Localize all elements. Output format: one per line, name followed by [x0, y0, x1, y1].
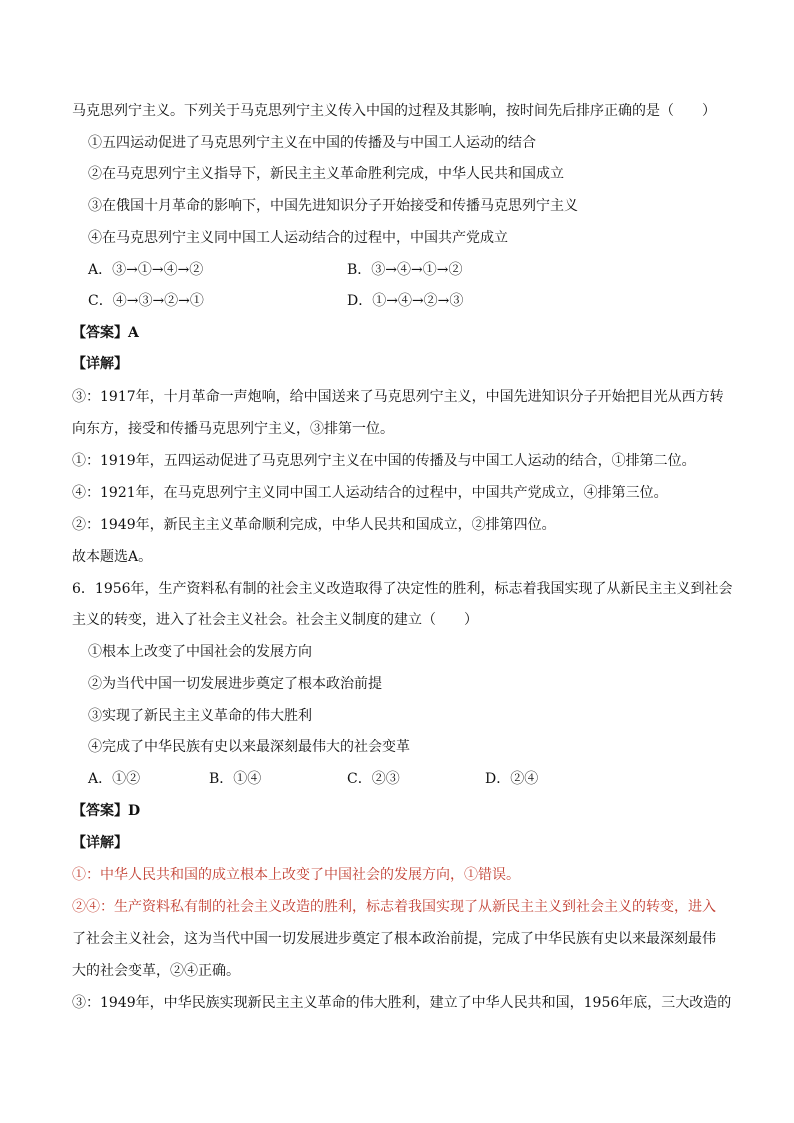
q5-detail-line-3: ①：1919年，五四运动促进了马克思列宁主义在中国的传播及与中国工人运动的结合，①排第二位。 [72, 453, 696, 469]
q5-stem: 马克思列宁主义。下列关于马克思列宁主义传入中国的过程及其影响，按时间先后排序正确的是（ ） [72, 103, 716, 119]
q5-conclusion: 故本题选A。 [72, 549, 153, 565]
q6-option-a: A．①② [88, 771, 141, 787]
q5-option-a: A．③→①→④→② [88, 262, 204, 278]
q6-option-d: D．②④ [485, 771, 539, 787]
q5-option-d: D．①→④→②→③ [347, 293, 464, 309]
q5-item-2: ②在马克思列宁主义指导下，新民主主义革命胜利完成，中华人民共和国成立 [88, 166, 564, 182]
q5-item-3: ③在俄国十月革命的影响下，中国先进知识分子开始接受和传播马克思列宁主义 [88, 198, 578, 214]
q5-detail-line-2: 向东方，接受和传播马克思列宁主义，③排第一位。 [72, 421, 394, 437]
q5-answer: 【答案】A [72, 325, 139, 341]
q5-detail-line-1: ③：1917年，十月革命一声炮响，给中国送来了马克思列宁主义，中国先进知识分子开始把目光从西方转 [72, 389, 724, 405]
q6-detail-line-4: 大的社会变革，②④正确。 [72, 963, 240, 979]
q6-item-2: ②为当代中国一切发展进步奠定了根本政治前提 [88, 676, 382, 692]
q5-item-1: ①五四运动促进了马克思列宁主义在中国的传播及与中国工人运动的结合 [88, 135, 536, 151]
q6-item-3: ③实现了新民主主义革命的伟大胜利 [88, 708, 312, 724]
q6-stem-line-1: 6．1956年，生产资料私有制的社会主义改造取得了决定性的胜利，标志着我国实现了从新民主主义到社会 [72, 581, 733, 597]
q6-detail-line-2: ②④：生产资料私有制的社会主义改造的胜利，标志着我国实现了从新民主主义到社会主义的转变，进入 [72, 899, 716, 915]
q6-answer: 【答案】D [72, 803, 141, 819]
q5-detail-line-5: ②：1949年，新民主主义革命顺利完成，中华人民共和国成立，②排第四位。 [72, 517, 556, 533]
q6-detail-line-1: ①：中华人民共和国的成立根本上改变了中国社会的发展方向，①错误。 [72, 867, 520, 883]
q6-option-c: C．②③ [347, 771, 400, 787]
q5-detail-line-4: ④：1921年，在马克思列宁主义同中国工人运动结合的过程中，中国共产党成立，④排第三位。 [72, 485, 668, 501]
q5-item-4: ④在马克思列宁主义同中国工人运动结合的过程中，中国共产党成立 [88, 230, 508, 246]
q6-item-1: ①根本上改变了中国社会的发展方向 [88, 644, 312, 660]
q6-detail-label: 【详解】 [72, 835, 128, 851]
q6-detail-line-5: ③：1949年，中华民族实现新民主主义革命的伟大胜利，建立了中华人民共和国，1956年底，三大改造的 [72, 995, 732, 1011]
q5-option-b: B．③→④→①→② [347, 262, 463, 278]
q5-option-c: C．④→③→②→① [88, 293, 204, 309]
q6-item-4: ④完成了中华民族有史以来最深刻最伟大的社会变革 [88, 739, 410, 755]
q6-stem-line-2: 主义的转变，进入了社会主义社会。社会主义制度的建立（ ） [72, 612, 478, 628]
q6-option-b: B．①④ [209, 771, 262, 787]
q6-detail-line-3: 了社会主义社会，这为当代中国一切发展进步奠定了根本政治前提，完成了中华民族有史以来最深刻最伟 [72, 931, 716, 947]
q5-detail-label: 【详解】 [72, 356, 128, 372]
